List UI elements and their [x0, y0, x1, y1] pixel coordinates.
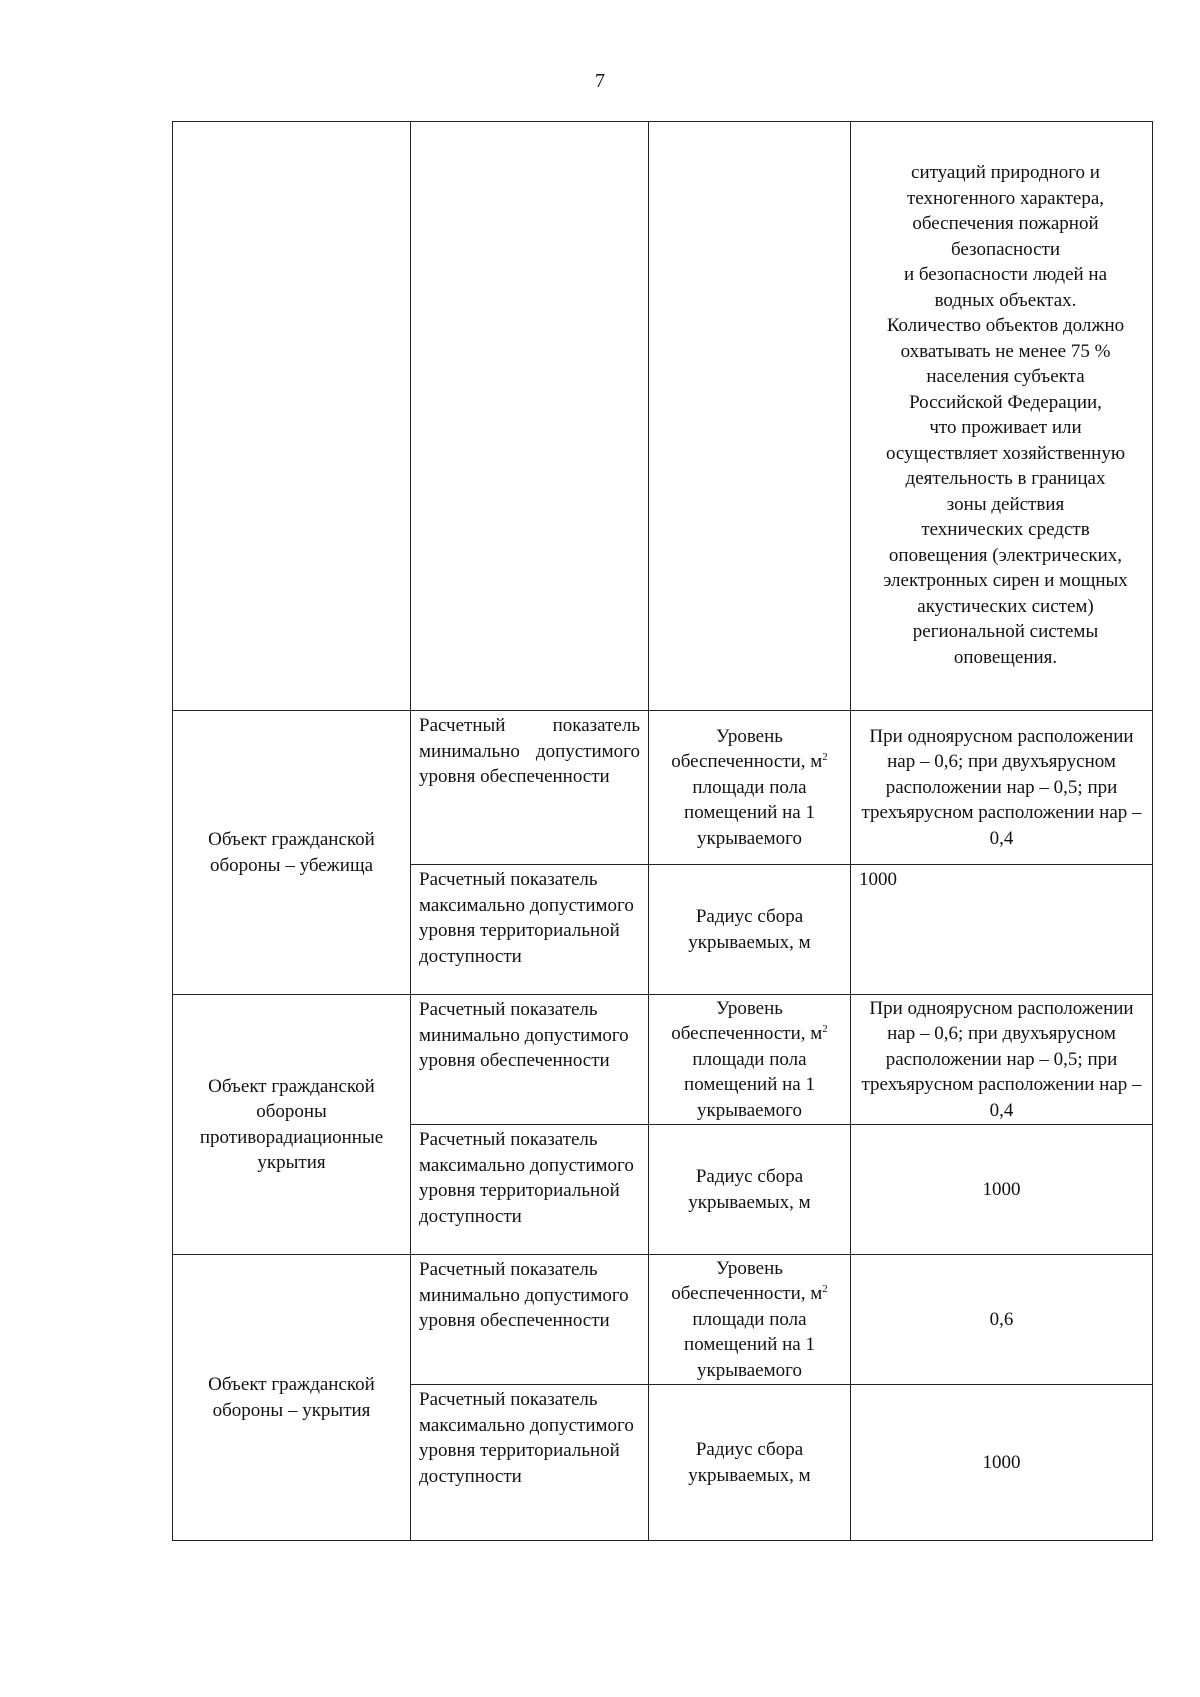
value-cell: При одноярусном расположении нар – 0,6; при двухъярусном расположении нар – 0,5; при трехъярусном расположении нар – 0,4	[851, 711, 1153, 865]
unit-cell	[649, 1255, 851, 1385]
text-line: что проживает или	[929, 417, 1082, 438]
text-line: зоны действия	[946, 493, 1065, 515]
table-row	[173, 995, 1153, 1125]
unit-superscript: 2	[822, 751, 828, 764]
unit-text: Уровень обеспеченности, м	[671, 1257, 823, 1305]
table-row	[173, 711, 1153, 865]
text-line: техногенного характера,	[906, 187, 1105, 209]
text-line: водных объектах.	[934, 289, 1077, 311]
indicator-cell: Расчетный показатель максимально допустимого уровня территориальной доступности	[411, 865, 649, 995]
text-line: Российской Федерации,	[909, 391, 1102, 413]
text-line: технических средств	[921, 519, 1090, 540]
value-cell: 0,6	[851, 1255, 1153, 1385]
unit-text: площади пола помещений на 1 укрываемого	[684, 776, 815, 849]
text-line: охватывать не менее 75 %	[900, 340, 1111, 362]
value-cell: При одноярусном расположении нар – 0,6; при двухъярусном расположении нар – 0,5; при трехъярусном расположении нар – 0,4	[851, 995, 1153, 1125]
unit-text: Уровень обеспеченности, м	[671, 997, 823, 1045]
text-line: Количество объектов должно	[886, 315, 1125, 336]
continuation-cell	[851, 122, 1153, 711]
text-line: и безопасности людей на	[903, 264, 1108, 285]
table-cell	[173, 122, 411, 711]
unit-text: площади пола помещений на 1 укрываемого	[684, 1308, 815, 1381]
object-cell: Объект гражданской обороны противорадиационные укрытия	[173, 995, 411, 1255]
unit-text: площади пола помещений на 1 укрываемого	[684, 1048, 815, 1121]
text-line: безопасности	[950, 238, 1061, 260]
unit-superscript: 2	[822, 1283, 828, 1296]
unit-superscript: 2	[822, 1023, 828, 1036]
unit-cell: Радиус сбора укрываемых, м	[649, 1125, 851, 1255]
indicator-cell: Расчетный показатель максимально допустимого уровня территориальной доступности	[411, 1385, 649, 1541]
indicator-cell: Расчетный показатель минимально допустимого уровня обеспеченности	[411, 711, 649, 865]
unit-cell	[649, 711, 851, 865]
indicator-cell: Расчетный показатель минимально допустимого уровня обеспеченности	[411, 1255, 649, 1385]
object-cell: Объект гражданской обороны – укрытия	[173, 1255, 411, 1541]
unit-cell: Радиус сбора укрываемых, м	[649, 1385, 851, 1541]
table-cell	[411, 122, 649, 711]
indicator-cell: Расчетный показатель максимально допустимого уровня территориальной доступности	[411, 1125, 649, 1255]
indicators-table	[172, 121, 1153, 1541]
value-cell: 1000	[851, 865, 1153, 995]
page-number: 7	[595, 70, 605, 92]
object-cell: Объект гражданской обороны – убежища	[173, 711, 411, 995]
table-row	[173, 1255, 1153, 1385]
text-line: оповещения (электрических,	[888, 544, 1123, 566]
unit-cell: Радиус сбора укрываемых, м	[649, 865, 851, 995]
table-row	[173, 122, 1153, 711]
text-line: региональной системы	[912, 621, 1099, 642]
table-cell	[649, 122, 851, 711]
text-line: акустических систем)	[917, 595, 1094, 617]
text-line: деятельность в границах	[905, 468, 1106, 489]
value-cell: 1000	[851, 1125, 1153, 1255]
text-line: ситуаций природного и	[911, 162, 1100, 183]
text-line: населения субъекта	[926, 366, 1085, 387]
text-line: обеспечения пожарной	[912, 213, 1099, 234]
text-line: осуществляет хозяйственную	[885, 442, 1126, 464]
value-cell: 1000	[851, 1385, 1153, 1541]
indicator-cell: Расчетный показатель минимально допустимого уровня обеспеченности	[411, 995, 649, 1125]
text-line: электронных сирен и мощных	[883, 570, 1128, 591]
unit-cell	[649, 995, 851, 1125]
text-line: оповещения.	[953, 646, 1058, 668]
unit-text: Уровень обеспеченности, м	[671, 725, 823, 773]
